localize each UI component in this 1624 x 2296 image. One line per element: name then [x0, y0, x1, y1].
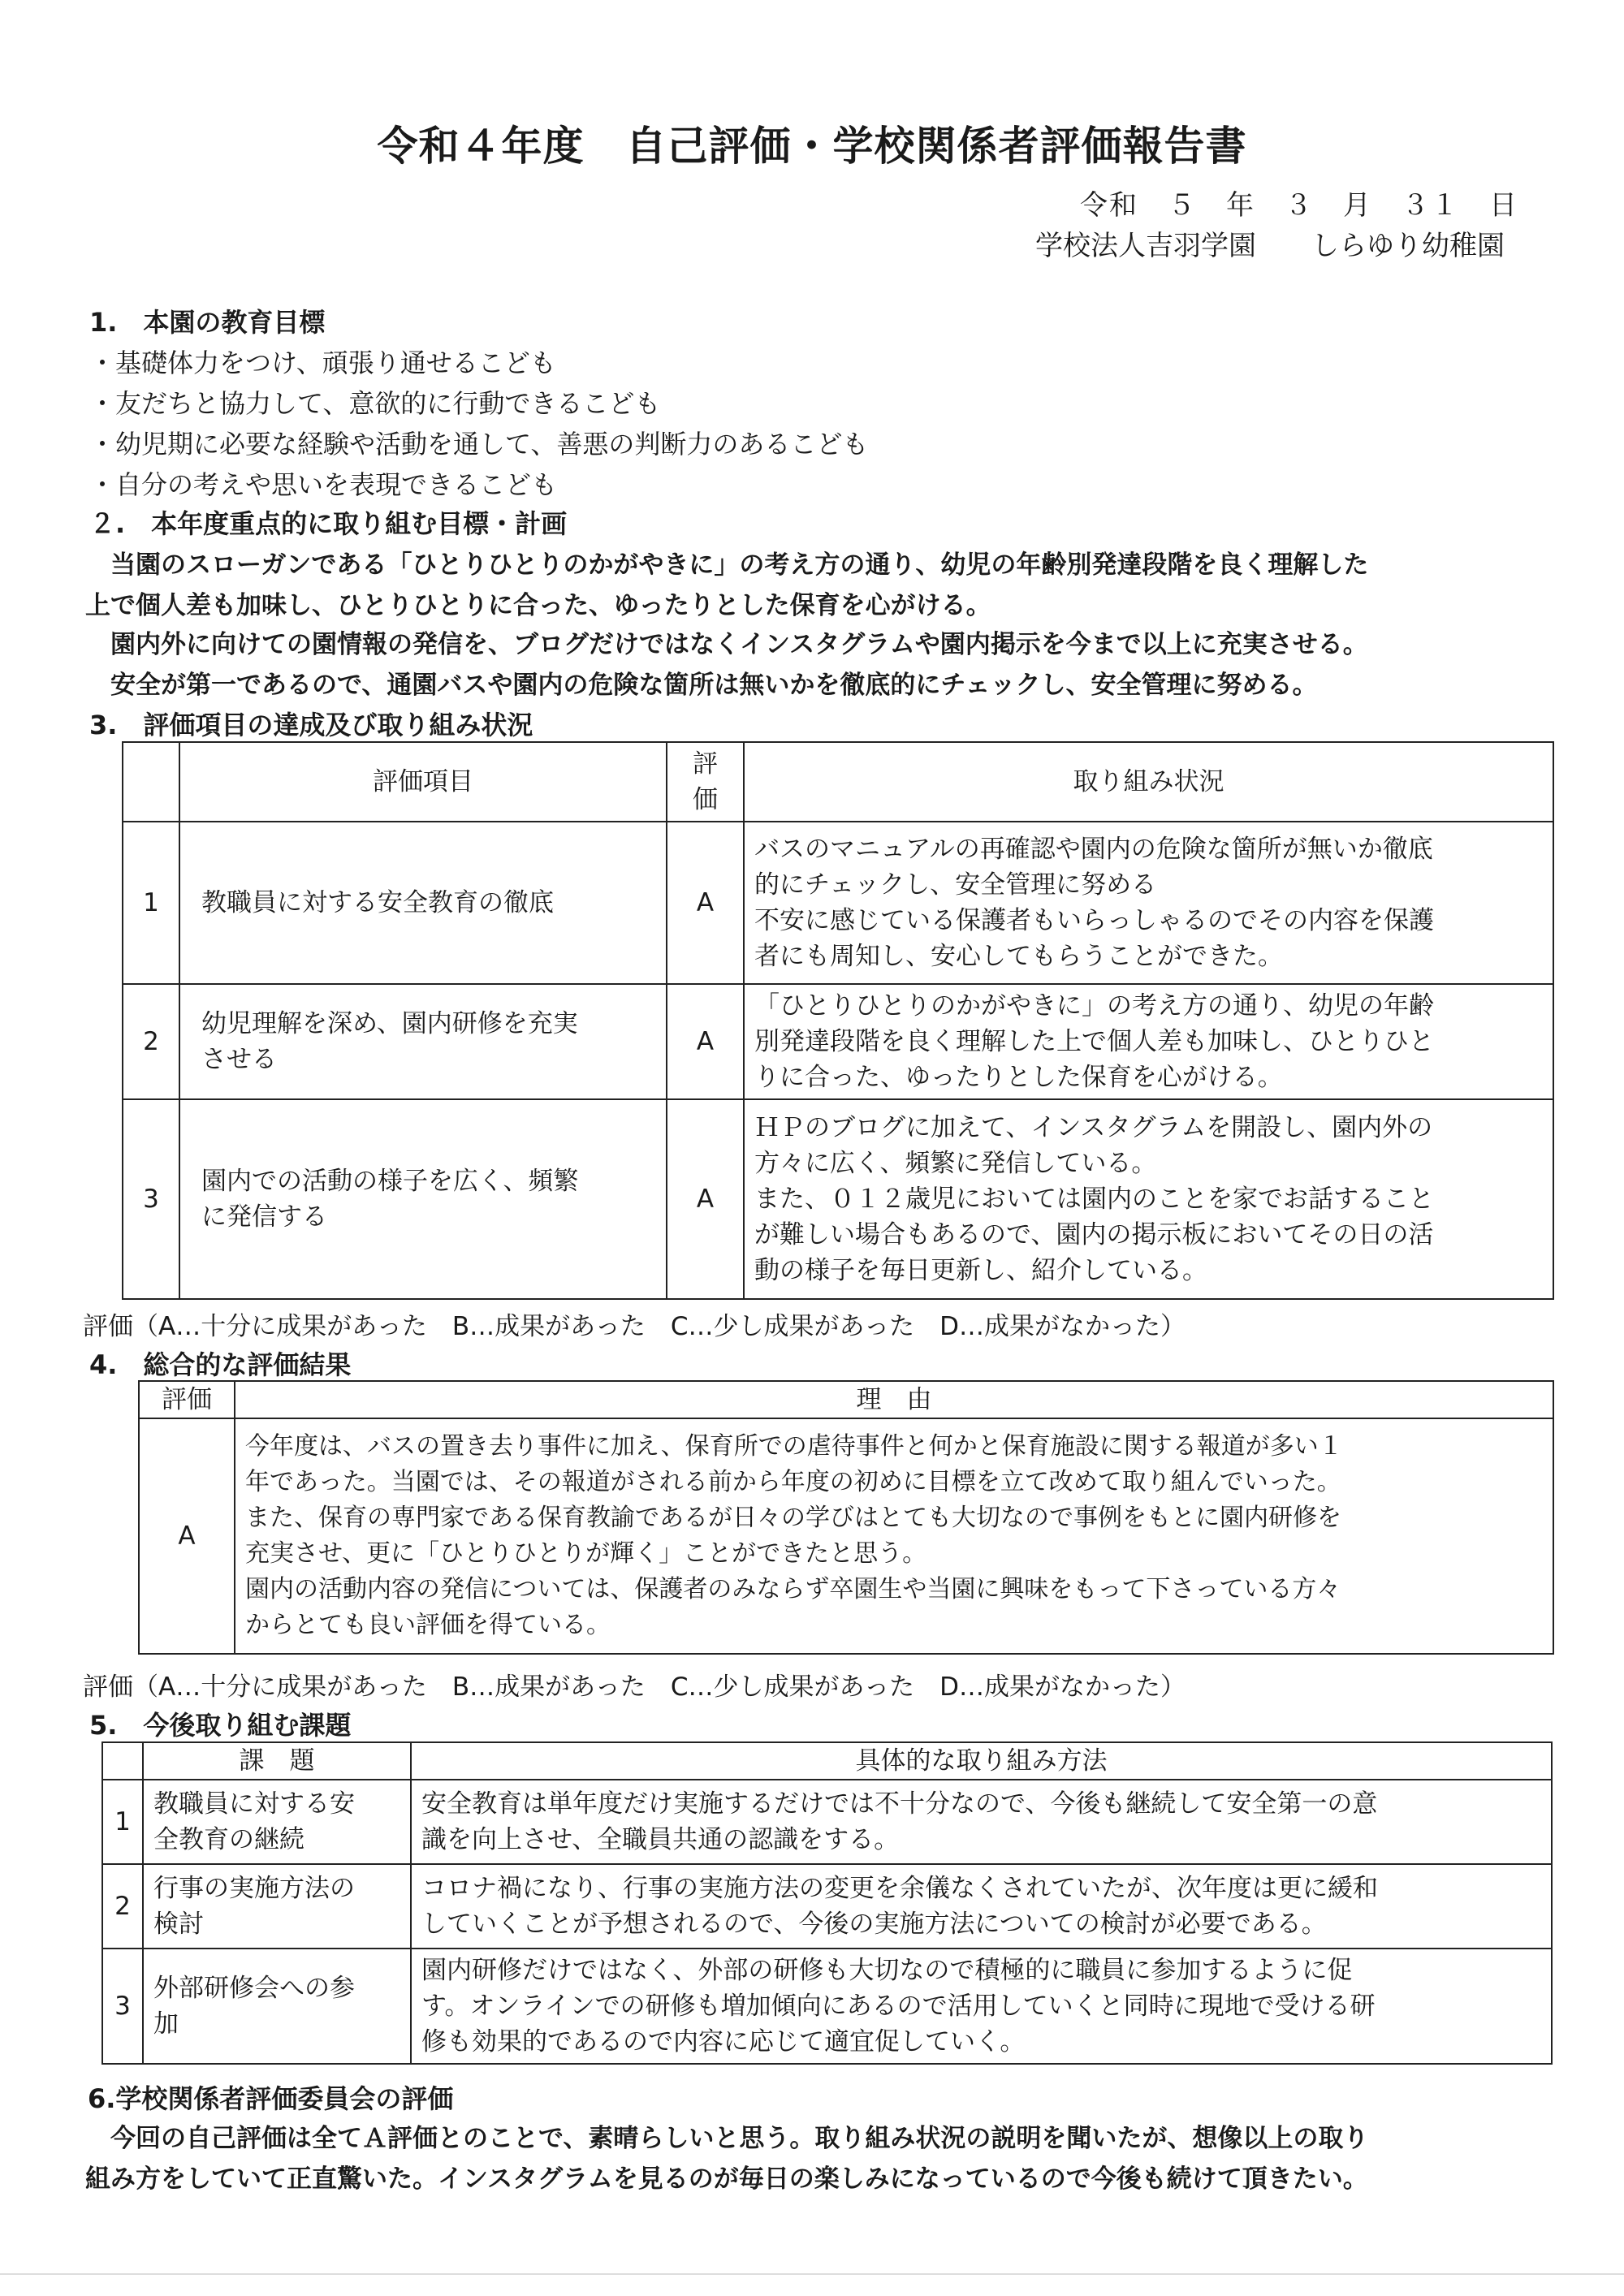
- row-eval: A: [667, 822, 744, 984]
- row-status-line: 不安に感じている保護者もいらっしゃるのでその内容を保護: [754, 906, 1434, 935]
- row-task: 検討: [153, 1910, 204, 1939]
- plan-line: 当園のスローガンである「ひとりひとりのかがやきに」の考え方の通り、幼児の年齢別発達段階を良く理解した: [85, 550, 1369, 580]
- table-row: [123, 822, 1553, 984]
- section5-heading: 5. 今後取り組む課題: [89, 1710, 352, 1741]
- col-header-method: 具体的な取り組み方法: [411, 1742, 1552, 1780]
- row-task: 教職員に対する安: [153, 1789, 355, 1819]
- table-row: [102, 1864, 1552, 1949]
- row-method-line: 識を向上させ、全職員共通の認識をする。: [421, 1825, 900, 1854]
- row-task: 加: [153, 2009, 179, 2039]
- table-row: [102, 1780, 1552, 1864]
- row-item: に発信する: [201, 1202, 327, 1232]
- section6-heading: 6.学校関係者評価委員会の評価: [88, 2083, 454, 2114]
- col-header-eval: 評価: [139, 1381, 235, 1418]
- table-row: [102, 1949, 1552, 2064]
- section4-heading: 4. 総合的な評価結果: [89, 1349, 352, 1380]
- row-method-line: す。オンラインでの研修も増加傾向にあるので活用していくと同時に現地で受ける研: [421, 1992, 1376, 2021]
- row-status-line: りに合った、ゆったりとした保育を心がける。: [754, 1063, 1283, 1092]
- row-method-line: コロナ禍になり、行事の実施方法の変更を余儀なくされていたが、次年度は更に緩和: [421, 1874, 1378, 1903]
- row-status-line: 別発達段階を良く理解した上で個人差も加味し、ひとりひと: [754, 1027, 1434, 1056]
- tasks-table: [102, 1741, 1553, 2065]
- plan-line: 安全が第一であるので、通園バスや園内の危険な箇所は無いかを徹底的にチェックし、安全管理に努める。: [85, 671, 1318, 700]
- table-row: [139, 1418, 1553, 1654]
- evaluation-table: [122, 741, 1554, 1300]
- table-header-row: [102, 1742, 1552, 1780]
- reason-line: 今年度は、バスの置き去り事件に加え、保育所での虐待事件と何かと保育施設に関する報道が多い１: [245, 1432, 1343, 1461]
- row-number: 3: [102, 1949, 143, 2064]
- row-item: 園内での活動の様子を広く、頻繁: [201, 1167, 579, 1196]
- row-status-line: 者にも周知し、安心してもらうことができた。: [754, 942, 1283, 971]
- col-header-status: 取り組み状況: [744, 742, 1553, 822]
- row-status-line: また、０１２歳児においては園内のことを家でお話すること: [754, 1185, 1434, 1214]
- page-title: 令和４年度 自己評価・学校関係者評価報告書: [377, 123, 1247, 170]
- row-number: 2: [123, 984, 179, 1099]
- evaluation-legend: 評価（A…十分に成果があった B…成果があった C…少し成果があった D…成果がなかった）: [83, 1312, 1186, 1341]
- goal-item: ・幼児期に必要な経験や活動を通して、善悪の判断力のあるこども: [89, 429, 869, 460]
- row-method-line: 園内研修だけではなく、外部の研修も大切なので積極的に職員に参加するように促: [421, 1956, 1353, 1985]
- row-eval: A: [667, 984, 744, 1099]
- row-task: 外部研修会への参: [153, 1974, 355, 2003]
- table-header-row: 評価項目 評 価 取り組み状況: [123, 742, 1553, 822]
- col-header-eval: 評: [693, 749, 718, 779]
- overall-table: [138, 1380, 1554, 1655]
- committee-line: 組み方をしていて正直驚いた。インスタグラムを見るのが毎日の楽しみになっているので今後も続けて頂きたい。: [85, 2164, 1368, 2194]
- row-status-line: 方々に広く、頻繁に発信している。: [754, 1149, 1157, 1178]
- table-header-row: [139, 1381, 1553, 1418]
- plan-line: 上で個人差も加味し、ひとりひとりに合った、ゆったりとした保育を心がける。: [85, 591, 991, 620]
- row-method-line: していくことが予想されるので、今後の実施方法についての検討が必要である。: [421, 1910, 1327, 1939]
- row-status-line: バスのマニュアルの再確認や園内の危険な箇所が無いか徹底: [754, 835, 1433, 864]
- reason-line: 年であった。当園では、その報道がされる前から年度の初めに目標を立て改めて取り組んでいった。: [245, 1468, 1341, 1496]
- row-number: 3: [123, 1099, 179, 1299]
- report-date: 令和 ５ 年 ３ 月 ３１ 日: [1080, 189, 1518, 222]
- row-method-line: 安全教育は単年度だけ実施するだけでは不十分なので、今後も継続して安全第一の意: [421, 1789, 1378, 1819]
- row-task: 全教育の継続: [153, 1825, 304, 1854]
- col-header-reason: 理 由: [235, 1381, 1553, 1418]
- section2-heading: ２. 本年度重点的に取り組む目標・計画: [89, 508, 568, 539]
- row-item: させる: [201, 1045, 277, 1074]
- table-row: [123, 1099, 1553, 1299]
- reason-line: からとても良い評価を得ている。: [245, 1611, 611, 1639]
- row-status-line: ＨＰのブログに加えて、インスタグラムを開設し、園内外の: [754, 1113, 1433, 1142]
- row-item: 教職員に対する安全教育の徹底: [201, 888, 554, 917]
- plan-line: 園内外に向けての園情報の発信を、ブログだけではなくインスタグラムや園内掲示を今まで以上に充実させる。: [85, 630, 1368, 659]
- col-header-item: 評価項目: [179, 742, 667, 822]
- row-status-line: 動の様子を毎日更新し、紹介している。: [754, 1256, 1207, 1285]
- row-method-line: 修も効果的であるので内容に応じて適宜促していく。: [421, 2027, 1026, 2056]
- scan-edge: [0, 2273, 1624, 2275]
- row-status-line: 的にチェックし、安全管理に努める: [754, 870, 1157, 900]
- organization-name: 学校法人吉羽学園 しらゆり幼稚園: [1035, 230, 1505, 262]
- row-task: 行事の実施方法の: [153, 1874, 355, 1903]
- section3-heading: 3. 評価項目の達成及び取り組み状況: [89, 710, 533, 740]
- section1-heading: 1. 本園の教育目標: [89, 307, 326, 338]
- row-number: 1: [123, 822, 179, 984]
- committee-line: 今回の自己評価は全てＡ評価とのことで、素晴らしいと思う。取り組み状況の説明を聞いたが、想像以上の取り: [85, 2124, 1369, 2153]
- row-number: 2: [102, 1864, 143, 1949]
- row-number: 1: [102, 1780, 143, 1864]
- reason-line: また、保育の専門家である保育教諭であるが日々の学びはとても大切なので事例をもとに園内研修を: [245, 1504, 1341, 1532]
- goal-item: ・友だちと協力して、意欲的に行動できるこども: [89, 388, 661, 419]
- row-eval: A: [667, 1099, 744, 1299]
- row-item: 幼児理解を深め、園内研修を充実: [201, 1009, 578, 1038]
- overall-eval: A: [139, 1418, 235, 1654]
- reason-line: 充実させ、更に「ひとりひとりが輝く」ことができたと思う。: [245, 1539, 927, 1568]
- reason-line: 園内の活動内容の発信については、保護者のみならず卒園生や当園に興味をもって下さっている方々: [245, 1575, 1341, 1603]
- goal-item: ・基礎体力をつけ、頑張り通せるこども: [89, 347, 556, 378]
- row-status-line: が難しい場合もあるので、園内の掲示板においてその日の活: [754, 1220, 1434, 1249]
- evaluation-legend: 評価（A…十分に成果があった B…成果があった C…少し成果があった D…成果がなかった）: [83, 1672, 1186, 1702]
- row-status-line: 「ひとりひとりのかがやきに」の考え方の通り、幼児の年齢: [754, 991, 1434, 1021]
- goal-item: ・自分の考えや思いを表現できるこども: [89, 469, 558, 500]
- col-header-task: 課 題: [143, 1742, 411, 1780]
- table-row: [123, 984, 1553, 1099]
